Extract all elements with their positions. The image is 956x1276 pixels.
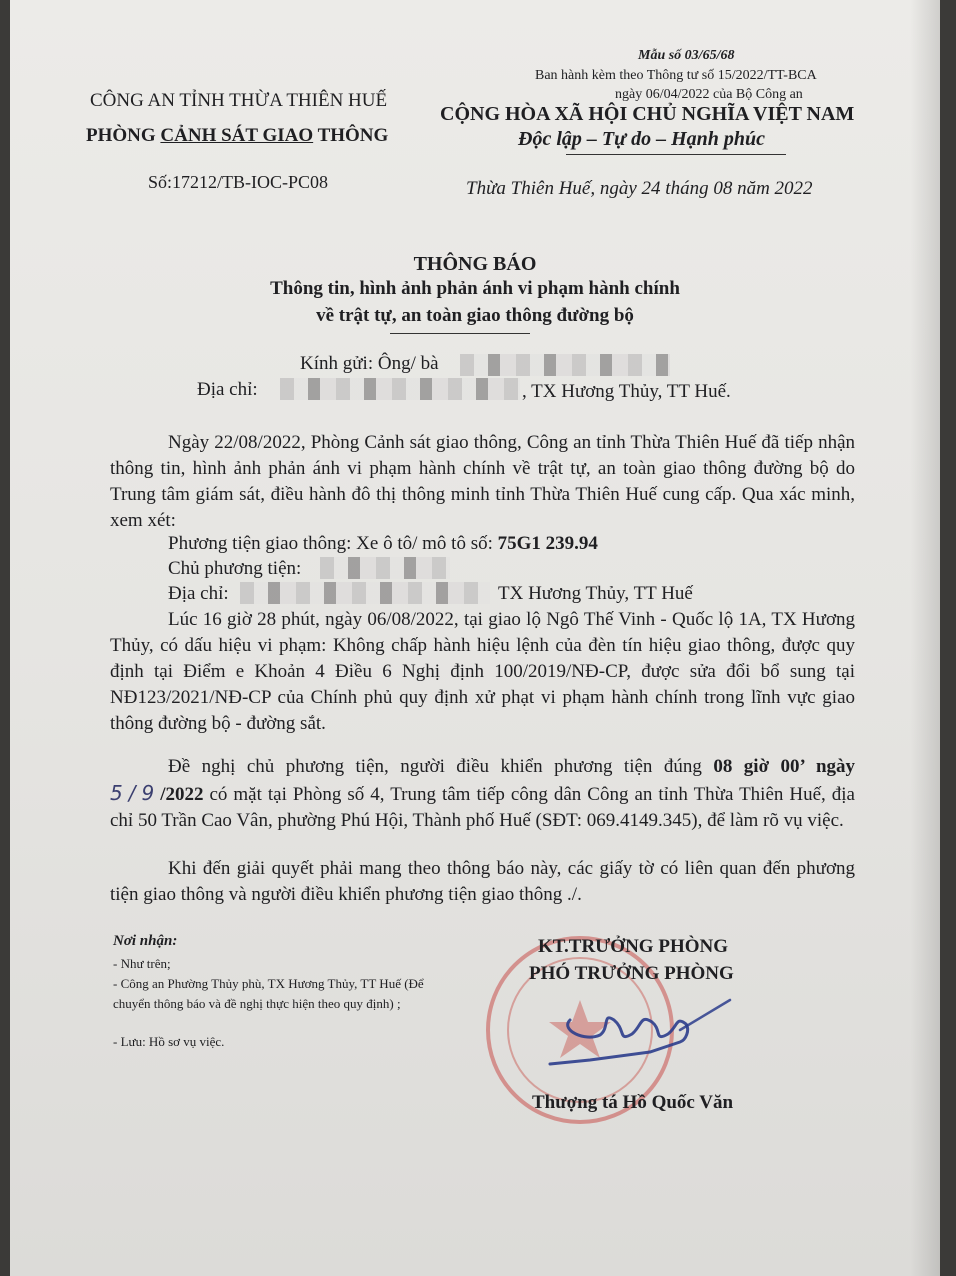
signing-authority-line1: KT.TRƯỞNG PHÒNG [538,936,728,957]
license-plate: 75G1 239.94 [497,533,598,554]
body-paragraph-intro: Ngày 22/08/2022, Phòng Cảnh sát giao thông, Công an tỉnh Thừa Thiên Huế đã tiếp nhận thông tin, hình ảnh phản ánh vi phạm hành chính về trật tự, an toàn giao thông đường bộ do Trung tâm giám sát, điều hành đô thị thông minh tỉnh Thừa Thiên Huế cung cấp. Qua xác minh, xem xét: [110,432,855,531]
handwritten-date: 5/9 [110,781,161,805]
document-number: Số:17212/TB-IOC-PC08 [148,172,329,192]
body-paragraph-violation: Lúc 16 giờ 28 phút, ngày 06/08/2022, tại giao lộ Ngô Thế Vinh - Quốc lộ 1A, TX Hương Thủy, có dấu hiệu vi phạm: Không chấp hành hiệu lệnh của đèn tín hiệu giao thông, được quy định tại Điểm e Khoản 4 Điều 6 Nghị định 100/2019/NĐ-CP, được sửa đổi bổ sung tại NĐ123/2021/NĐ-CP của Chính phủ quy định xử phạt vi phạm hành chính trong lĩnh vực giao thông đường bộ - đường sắt. [110,609,855,734]
owner-address-visible: TX Hương Thủy, TT Huế [498,583,693,604]
national-title: CỘNG HÒA XÃ HỘI CHỦ NGHĨA VIỆT NAM [440,103,855,125]
document-page [10,0,940,1276]
recipients-heading: Nơi nhận: [113,933,178,949]
circular-reference-line2: ngày 06/04/2022 của Bộ Công an [615,87,803,102]
address-visible-part: , TX Hương Thủy, TT Huế. [522,381,731,402]
issuing-department: PHÒNG CẢNH SÁT GIAO THÔNG [86,125,389,146]
form-number: Mẫu số 03/65/68 [638,48,735,63]
document-subtitle-line1: Thông tin, hình ảnh phản ánh vi phạm hành chính [270,278,680,299]
recipient-item: - Như trên; [113,956,171,971]
signer-name: Thượng tá Hồ Quốc Văn [532,1092,734,1113]
body-paragraph-closing: Khi đến giải quyết phải mang theo thông báo này, các giấy tờ có liên quan đến phương tiện giao thông và người điều khiển phương tiện giao thông ./. [110,858,855,905]
redacted-recipient-address [280,378,520,400]
recipient-label: Kính gửi: Ông/ bà [300,353,439,374]
redacted-owner-name [320,557,450,579]
redacted-recipient-name [460,354,670,376]
document-subtitle-line2: về trật tự, an toàn giao thông đường bộ [316,305,634,326]
place-and-date: Thừa Thiên Huế, ngày 24 tháng 08 năm 2022 [466,178,813,199]
handwritten-signature [530,990,740,1070]
address-label: Địa chỉ: [197,379,258,400]
issuing-agency: CÔNG AN TỈNH THỪA THIÊN HUẾ [90,90,388,111]
recipient-item: - Công an Phường Thủy phù, TX Hương Thủy, TT Huế (Để chuyển thông báo và đề nghị thực hiện theo quy định) ; [113,976,424,1011]
signing-authority-line2: PHÓ TRƯỞNG PHÒNG [529,963,734,984]
body-paragraph-request: Đề nghị chủ phương tiện, người điều khiển phương tiện đúng 08 giờ 00’ ngày 5/9/2022 có mặt tại Phòng số 4, Trung tâm tiếp công dân Công an tỉnh Thừa Thiên Huế, địa chỉ 50 Trần Cao Vân, phường Phú Hội, Thành phố Huế (SĐT: 069.4149.345), để làm rõ vụ việc. [110,756,856,831]
circular-reference-line1: Ban hành kèm theo Thông tư số 15/2022/TT-BCA [535,68,817,83]
document-title: THÔNG BÁO [413,253,537,275]
motto-underline [566,154,786,155]
national-motto: Độc lập – Tự do – Hạnh phúc [518,128,766,150]
page-fold-shadow [910,0,940,1276]
redacted-owner-address [240,582,490,604]
owner-address-label: Địa chỉ: [168,583,229,604]
vehicle-line: Phương tiện giao thông: Xe ô tô/ mô tô số: 75G1 239.94 [168,533,598,554]
recipient-item: - Lưu: Hồ sơ vụ việc. [113,1034,225,1049]
owner-label: Chủ phương tiện: [168,558,302,579]
subtitle-underline [390,333,530,334]
